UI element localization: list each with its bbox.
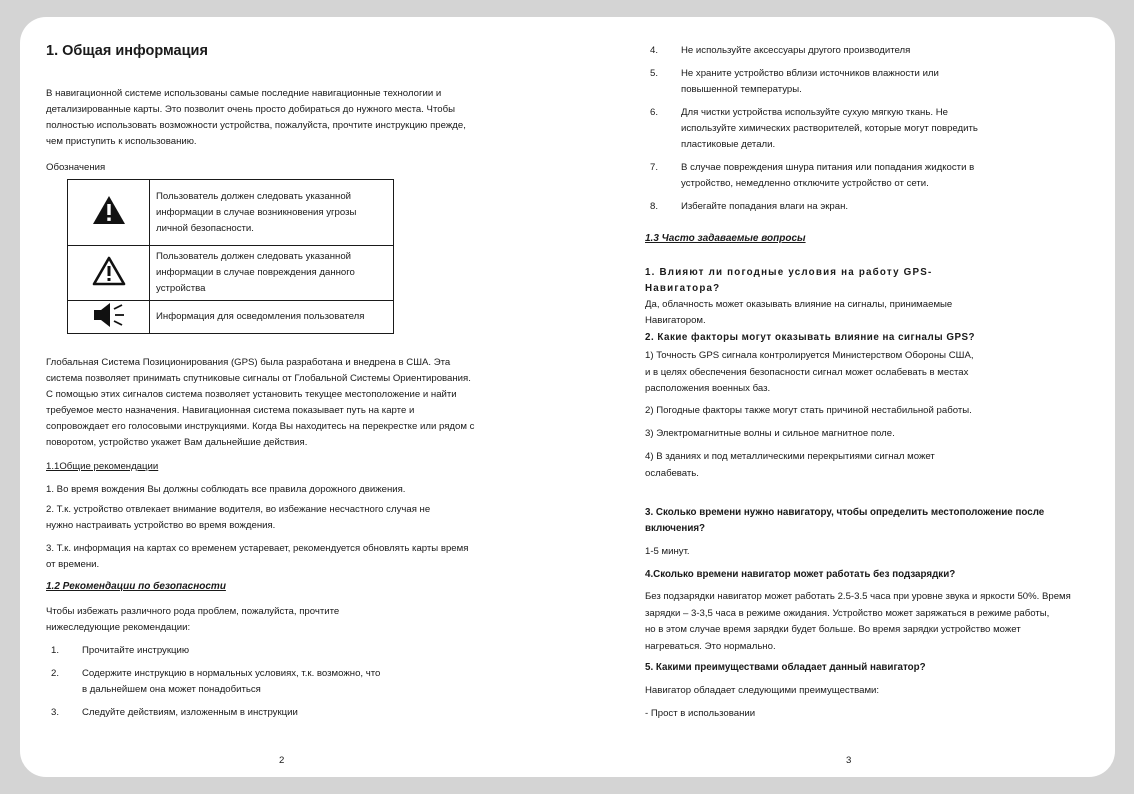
safety-intro-line: нижеследующие рекомендации: [46, 622, 191, 633]
gps-line: Глобальная Система Позиционирования (GPS) была разработана и внедрена в США. Эта [46, 357, 451, 368]
answer-line: и в целях обеспечения безопасности сигнал может ослабевать в местах [645, 366, 969, 378]
legend-text [150, 246, 394, 301]
gps-paragraph [46, 355, 474, 451]
answer-line: Без подзарядки навигатор может работать 2.5-3.5 часа при уровне звука и яркости 50%. Время [645, 591, 1071, 602]
intro-line: полностью использовать возможности устройства, пожалуйста, прочтите инструкцию прежде, [46, 120, 466, 131]
general-item [46, 541, 468, 573]
legend-line: информации в случае повреждения данного [156, 267, 355, 278]
answer-line: зарядки – 3-3,5 часа в режиме ожидания. Устройство может заряжаться в режиме работы, [645, 607, 1050, 619]
faq-question [645, 505, 1044, 537]
faq-answer: Навигатор обладает следующими преимуществами: [645, 685, 880, 696]
general-item [46, 502, 430, 534]
faq-answer: 2) Погодные факторы также могут стать причиной нестабильной работы. [645, 405, 972, 416]
faq-question: 2. Какие факторы могут оказывать влияние на сигналы GPS? [645, 332, 975, 343]
intro-line: чем приступить к использованию. [46, 136, 197, 147]
legend-line: Пользователь должен следовать указанной [156, 251, 352, 262]
legend-line: личной безопасности. [156, 222, 254, 234]
list-line: Не храните устройство вблизи источников влажности или [681, 68, 939, 79]
answer-line: Навигатором. [645, 315, 706, 326]
list-item [650, 160, 1070, 192]
list-text: Не используйте аксессуары другого производителя [681, 45, 911, 56]
general-line: 3. Т.к. информация на картах со временем устаревает, рекомендуется обновлять карты время [46, 543, 469, 554]
general-line: нужно настраивать устройство во время вождения. [46, 520, 276, 531]
list-text: Следуйте действиям, изложенным в инструкции [82, 707, 298, 718]
gps-line: система позволяет принимать спутниковые сигналы от Глобальной Системы Ориентирования. [46, 373, 471, 384]
faq-question: 5. Какими преимуществами обладает данный навигатор? [645, 662, 926, 673]
warning-outline-icon [91, 255, 127, 287]
faq-answer: 3) Электромагнитные волны и сильное магнитное поле. [645, 428, 895, 439]
list-line: Содержите инструкцию в нормальных условиях, т.к. возможно, что [82, 668, 381, 679]
list-number: 6. [650, 107, 659, 118]
list-text [82, 666, 380, 698]
intro-paragraph [46, 86, 466, 150]
list-line: пластиковые детали. [681, 139, 776, 150]
list-item [650, 43, 1070, 59]
list-item [51, 643, 491, 659]
list-line: используйте химических растворителей, которые могут повредить [681, 123, 978, 134]
answer-line: 4) В зданиях и под металлическими перекрытиями сигнал может [645, 451, 935, 462]
list-number: 5. [650, 68, 659, 79]
intro-line: детализированные карты. Это позволит очень просто добираться до нужного места. Чтобы [46, 104, 455, 115]
gps-line: сопровождает его голосовыми инструкциями. Когда Вы находитесь на перекрестке или рядом с [46, 421, 475, 432]
list-text: Прочитайте инструкцию [82, 645, 190, 656]
legend-text [150, 301, 394, 334]
legend-table [67, 179, 394, 334]
answer-line: ослабевать. [645, 467, 699, 479]
answer-line: но в этом случае время зарядки будет больше. Во время зарядки устройство может [645, 624, 1021, 635]
legend-row [68, 301, 394, 334]
list-number: 2. [51, 668, 60, 679]
faq-question [645, 265, 932, 297]
page-left [20, 17, 568, 777]
list-number: 7. [650, 162, 659, 173]
faq-answer [645, 589, 1071, 655]
page-number: 3 [846, 755, 852, 766]
list-number: 1. [51, 645, 60, 656]
page-right [568, 17, 1115, 777]
legend-row [68, 180, 394, 246]
list-item [650, 199, 1070, 215]
list-line: повышенной температуры. [681, 84, 802, 95]
list-text [681, 105, 978, 153]
list-item [51, 666, 491, 698]
question-line: Навигатора? [645, 283, 721, 294]
list-text: Избегайте попадания влаги на экран. [681, 201, 849, 212]
general-line: 2. Т.к. устройство отвлекает внимание водителя, во избежание несчастного случая не [46, 504, 431, 515]
list-text [681, 160, 974, 192]
safety-heading: 1.2 Рекомендации по безопасности [46, 581, 226, 592]
question-line: 3. Сколько времени нужно навигатору, чтобы определить местоположение после [645, 507, 1045, 518]
legend-line: информации в случае возникновения угрозы [156, 206, 357, 218]
list-number: 3. [51, 707, 60, 718]
list-line: устройство, немедленно отключите устройство от сети. [681, 178, 929, 189]
list-item [51, 705, 491, 721]
legend-caption: Обозначения [46, 162, 106, 173]
speaker-icon [91, 302, 127, 328]
faq-heading: 1.3 Часто задаваемые вопросы [645, 233, 806, 244]
answer-line: расположения военных баз. [645, 383, 771, 394]
faq-answer [645, 297, 952, 329]
list-line: Для чистки устройства используйте сухую мягкую ткань. Не [681, 107, 948, 118]
question-line: 1. Влияют ли погодные условия на работу GPS- [645, 267, 933, 278]
general-line: от времени. [46, 559, 100, 570]
legend-row [68, 246, 394, 301]
safety-intro-line: Чтобы избежать различного рода проблем, пожалуйста, прочтите [46, 606, 340, 617]
list-number: 8. [650, 201, 659, 212]
legend-text [150, 180, 394, 246]
gps-line: С помощью этих сигналов система позволяет установить текущее местоположение и найти [46, 389, 457, 400]
answer-line: Да, облачность может оказывать влияние на сигналы, принимаемые [645, 299, 953, 310]
list-line: В случае повреждения шнура питания или попадания жидкости в [681, 162, 975, 173]
faq-answer [645, 348, 974, 398]
legend-line: Пользователь должен следовать указанной [156, 190, 352, 202]
booklet-spread [20, 17, 1115, 777]
list-text [681, 66, 939, 98]
faq-answer: 1-5 минут. [645, 546, 690, 557]
list-item [650, 105, 1070, 153]
list-line: в дальнейшем она может понадобиться [82, 684, 261, 695]
gps-line: требуемое место назначения. Навигационная система показывает путь на карте и [46, 405, 415, 416]
list-item [650, 66, 1070, 98]
question-line: включения? [645, 523, 706, 534]
general-heading: 1.1Общие рекомендации [46, 461, 159, 472]
faq-question: 4.Сколько времени навигатор может работать без подзарядки? [645, 569, 956, 580]
gps-line: поворотом, устройство укажет Вам дальнейшие действия. [46, 437, 308, 448]
answer-line: нагреваться. Это нормально. [645, 640, 776, 652]
faq-answer-item: - Прост в использовании [645, 708, 756, 719]
legend-line: Информация для осведомления пользователя [156, 311, 365, 322]
page-title: 1. Общая информация [46, 43, 208, 59]
legend-line: устройства [156, 283, 206, 294]
general-item: 1. Во время вождения Вы должны соблюдать все правила дорожного движения. [46, 484, 406, 495]
warning-filled-icon [91, 194, 127, 226]
answer-line: 1) Точность GPS сигнала контролируется Министерством Обороны США, [645, 350, 974, 361]
intro-line: В навигационной системе использованы самые последние навигационные технологии и [46, 88, 442, 99]
list-number: 4. [650, 45, 659, 56]
page-number: 2 [279, 755, 285, 766]
safety-intro [46, 604, 339, 636]
faq-answer [645, 449, 935, 482]
